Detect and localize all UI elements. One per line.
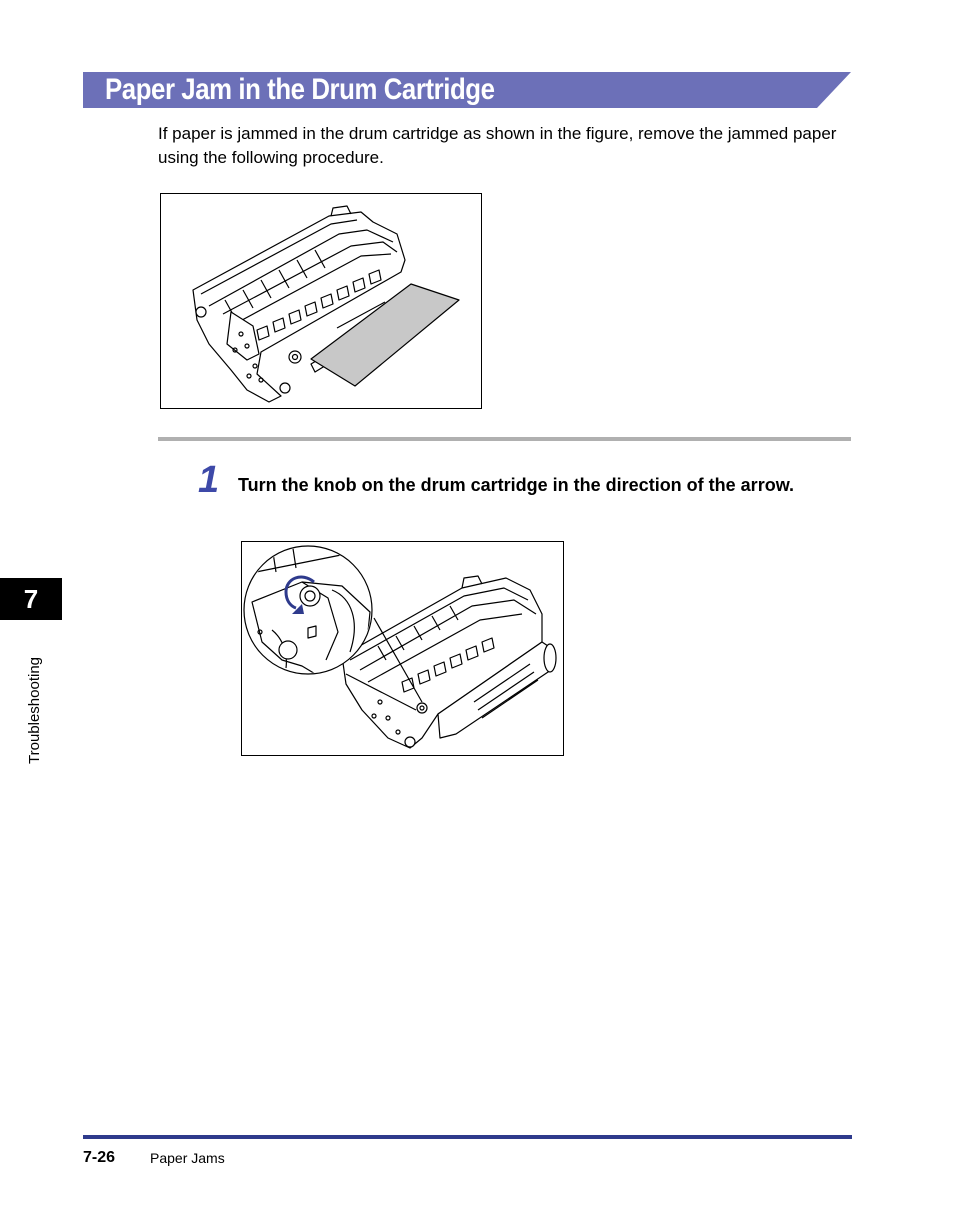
knob-turn-illustration: [242, 542, 563, 755]
step-number: 1: [198, 459, 220, 501]
footer-section-name: Paper Jams: [150, 1150, 225, 1166]
page-title: Paper Jam in the Drum Cartridge: [105, 73, 495, 106]
footer-rule: [83, 1135, 852, 1139]
chapter-tab: 7: [0, 578, 62, 620]
section-title-banner: [83, 72, 851, 108]
step-instruction: Turn the knob on the drum cartridge in the direction of the arrow.: [238, 475, 795, 495]
drum-cartridge-illustration: [161, 194, 481, 408]
figure-jammed-paper: [160, 193, 482, 409]
page-number: 7-26: [83, 1149, 116, 1166]
intro-paragraph: If paper is jammed in the drum cartridge as shown in the figure, remove the jammed paper using the following procedure.: [158, 124, 837, 167]
section-divider: [158, 437, 851, 441]
chapter-side-label: Troubleshooting: [26, 656, 43, 764]
figure-turn-knob: [241, 541, 564, 756]
